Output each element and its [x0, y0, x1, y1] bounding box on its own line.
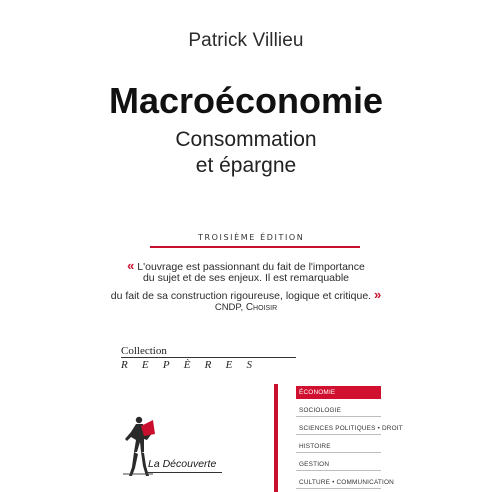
- quote-line-2: [0, 272, 492, 284]
- book-title: Macroéconomie: [108, 80, 384, 121]
- publisher-underline: [148, 472, 222, 473]
- category-sociologie: SOCIOLOGIE: [296, 404, 381, 417]
- category-economie: ÉCONOMIE: [296, 386, 381, 399]
- book-subtitle-line-2: et épargne: [195, 154, 297, 177]
- publisher-name: La Découverte: [148, 458, 217, 470]
- author-name: Patrick Villieu: [188, 30, 304, 51]
- quote-text-3: du fait de sa construction rigoureuse, logique et critique.: [110, 290, 372, 302]
- collection-label: Collection: [121, 345, 167, 357]
- category-gestion: GESTION: [296, 458, 381, 471]
- category-culture-communication: CULTURE • COMMUNICATION: [296, 476, 381, 489]
- quote-line-1: [0, 258, 492, 273]
- edition-divider: [150, 246, 360, 248]
- edition-label: TROISIÈME ÉDITION: [198, 233, 305, 242]
- quote-close-mark: »: [374, 287, 382, 302]
- category-accent-bar: [274, 384, 278, 492]
- quote-source-prefix: CNDP,: [214, 302, 244, 313]
- quote-line-3: [0, 287, 492, 302]
- category-sciences-politiques-droit: SCIENCES POLITIQUES • DROIT: [296, 422, 381, 435]
- collection-divider: [121, 357, 296, 358]
- quote-text-2: du sujet et de ses enjeux. Il est remarquable: [142, 272, 350, 284]
- collection-name: REPÈRES: [121, 359, 267, 371]
- category-histoire: HISTOIRE: [296, 440, 381, 453]
- quote-source: [0, 302, 492, 313]
- quote-source-name: Choisir: [245, 302, 278, 313]
- book-subtitle-line-1: Consommation: [175, 128, 317, 151]
- quote-open-mark: «: [127, 258, 135, 273]
- quote-text-1: L'ouvrage est passionnant du fait de l'importance: [137, 261, 365, 273]
